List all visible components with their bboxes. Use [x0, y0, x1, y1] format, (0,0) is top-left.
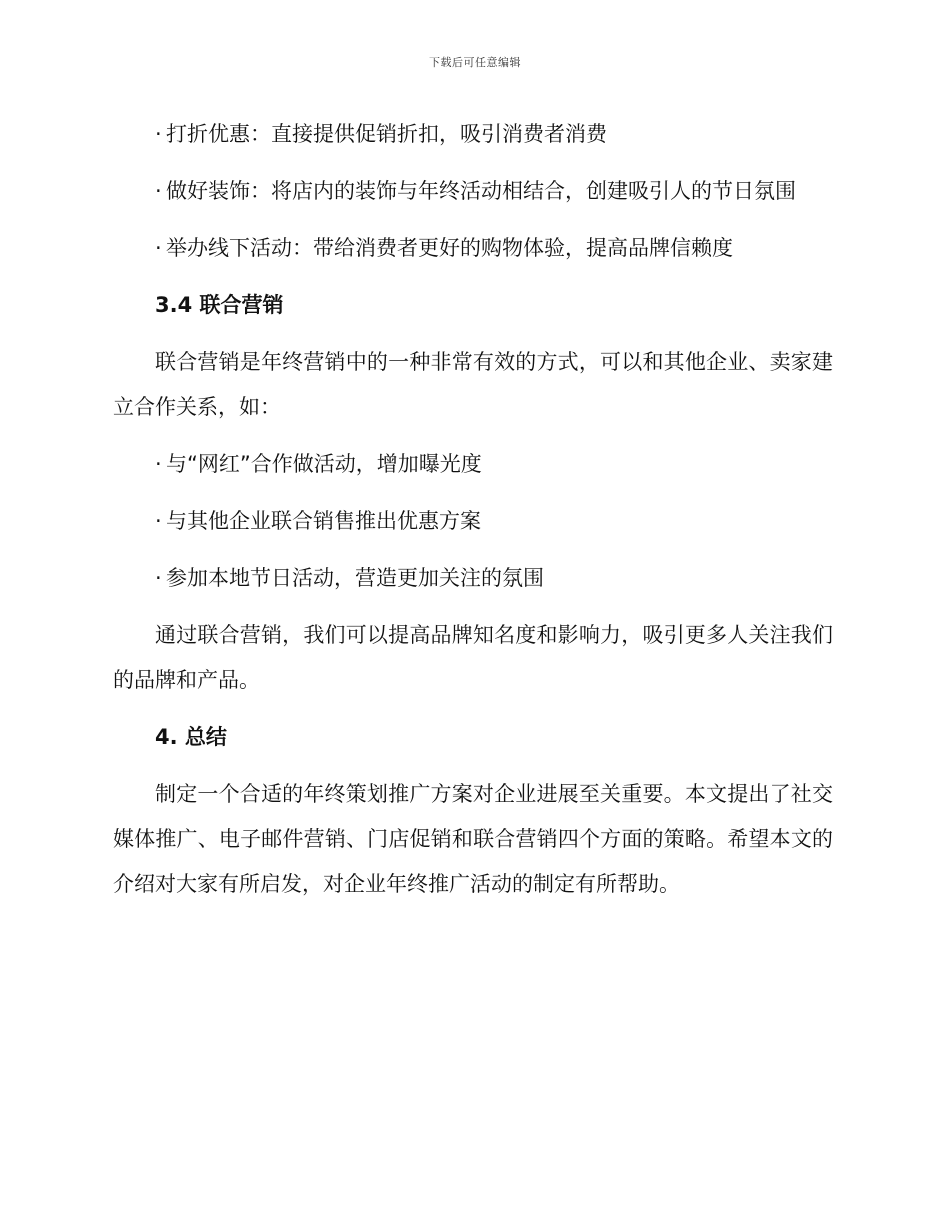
bullet-text: 与“网红”合作做活动，增加曝光度	[166, 452, 482, 476]
section-heading-4: 4. 总结	[155, 725, 227, 749]
section-intro-paragraph: 联合营销是年终营销中的一种非常有效的方式，可以和其他企业、卖家建立合作关系，如：	[113, 350, 833, 419]
section-conclusion-paragraph: 通过联合营销，我们可以提高品牌知名度和影响力，吸引更多人关注我们的品牌和产品。	[113, 623, 833, 692]
bullet-item	[113, 556, 833, 601]
bullet-text: 举办线下活动：带给消费者更好的购物体验，提高品牌信赖度	[166, 236, 733, 260]
bullet-item	[113, 442, 833, 487]
document-body	[113, 112, 833, 919]
section-heading-3-4: 3.4 联合营销	[155, 293, 284, 317]
bullet-item	[113, 169, 833, 214]
bullet-dot: ·	[155, 452, 162, 476]
bullet-dot: ·	[155, 566, 162, 590]
bullet-dot: ·	[155, 122, 162, 146]
page-header-note: 下载后可任意编辑	[429, 56, 521, 69]
bullet-item	[113, 112, 833, 157]
bullet-text: 打折优惠：直接提供促销折扣，吸引消费者消费	[166, 122, 607, 146]
bullet-text: 做好装饰：将店内的装饰与年终活动相结合，创建吸引人的节日氛围	[166, 179, 796, 203]
summary-paragraph: 制定一个合适的年终策划推广方案对企业进展至关重要。本文提出了社交媒体推广、电子邮件营销、门店促销和联合营销四个方面的策略。希望本文的介绍对大家有所启发，对企业年终推广活动的制定有所帮助。	[113, 782, 833, 896]
bullet-dot: ·	[155, 236, 162, 260]
bullet-item	[113, 226, 833, 271]
bullet-dot: ·	[155, 509, 162, 533]
bullet-dot: ·	[155, 179, 162, 203]
bullet-text: 与其他企业联合销售推出优惠方案	[166, 509, 481, 533]
bullet-item	[113, 499, 833, 544]
bullet-text: 参加本地节日活动，营造更加关注的氛围	[166, 566, 544, 590]
